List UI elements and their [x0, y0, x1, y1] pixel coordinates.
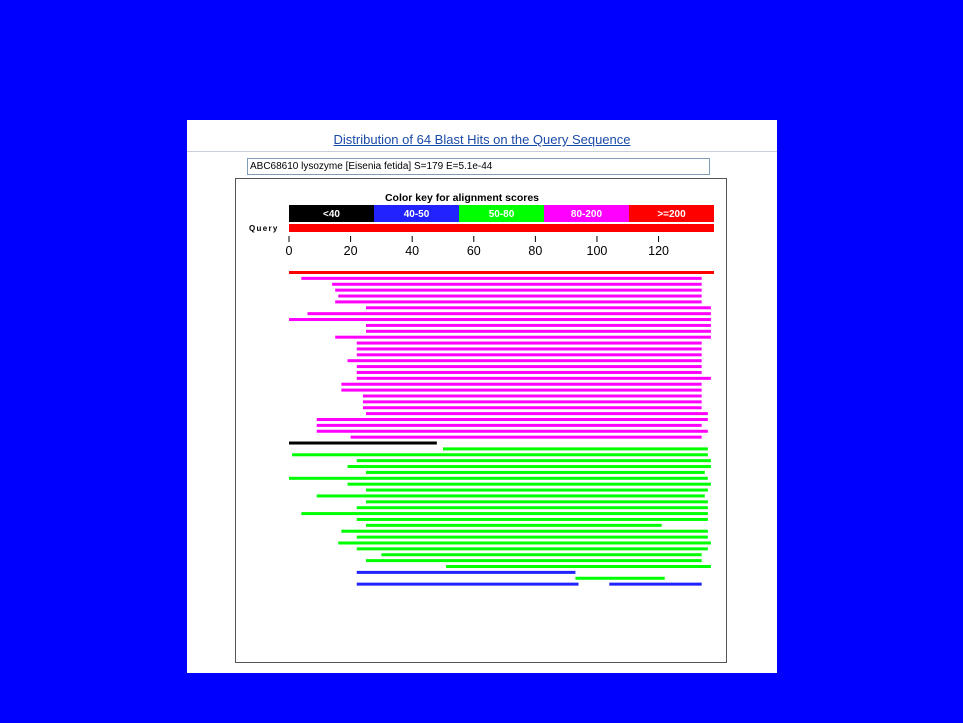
hit-bar[interactable] [357, 506, 708, 509]
hit-bar[interactable] [363, 406, 702, 409]
page-title[interactable]: Distribution of 64 Blast Hits on the Query Sequence [333, 132, 631, 147]
hit-bar[interactable] [348, 465, 711, 468]
hit-bar[interactable] [609, 583, 701, 586]
color-key-label: 80-200 [570, 209, 603, 220]
alignment-graph-frame [235, 178, 727, 663]
hit-description-field[interactable]: ABC68610 lysozyme [Eisenia fetida] S=179 E=5.1e-44 [247, 158, 710, 175]
hit-bar[interactable] [301, 512, 708, 515]
x-tick-label: 80 [528, 244, 543, 258]
x-tick-label: 100 [586, 244, 608, 258]
hit-bar[interactable] [357, 353, 702, 356]
hit-bar[interactable] [357, 371, 702, 374]
hit-bar[interactable] [348, 483, 711, 486]
hit-bars[interactable] [289, 271, 714, 586]
hit-bar[interactable] [338, 295, 701, 298]
hit-bar[interactable] [317, 424, 702, 427]
hit-bar[interactable] [446, 565, 711, 568]
hit-bar[interactable] [357, 518, 708, 521]
hit-bar[interactable] [357, 547, 708, 550]
hit-bar[interactable] [338, 541, 711, 544]
x-tick-label: 40 [405, 244, 420, 258]
hit-bar[interactable] [289, 271, 714, 274]
title-divider [187, 151, 777, 152]
hit-bar[interactable] [292, 453, 708, 456]
hit-bar[interactable] [363, 400, 702, 403]
query-bar [289, 224, 714, 232]
x-tick-label: 0 [285, 244, 293, 258]
hit-bar[interactable] [366, 559, 702, 562]
hit-bar[interactable] [289, 477, 708, 480]
hit-bar[interactable] [317, 494, 705, 497]
hit-bar[interactable] [317, 418, 708, 421]
hit-bar[interactable] [357, 571, 576, 574]
hit-bar[interactable] [366, 471, 705, 474]
x-tick-label: 20 [343, 244, 358, 258]
hit-bar[interactable] [575, 577, 664, 580]
hit-bar[interactable] [289, 318, 711, 321]
color-key [289, 205, 714, 222]
hit-bar[interactable] [363, 394, 702, 397]
hit-bar[interactable] [341, 530, 707, 533]
hit-bar[interactable] [357, 583, 579, 586]
hit-bar[interactable] [317, 430, 708, 433]
query-label: Query [249, 224, 279, 233]
hit-bar[interactable] [366, 412, 708, 415]
hit-bar[interactable] [366, 324, 711, 327]
hit-bar[interactable] [357, 459, 711, 462]
hit-bar[interactable] [366, 500, 708, 503]
color-key-label: >=200 [657, 209, 686, 220]
color-key-label: <40 [323, 209, 340, 220]
hit-bar[interactable] [357, 536, 708, 539]
hit-bar[interactable] [366, 330, 711, 333]
hit-bar[interactable] [335, 336, 711, 339]
hit-bar[interactable] [341, 383, 701, 386]
color-key-label: 50-80 [488, 209, 515, 220]
hit-bar[interactable] [332, 283, 702, 286]
hit-bar[interactable] [357, 377, 711, 380]
hit-bar[interactable] [348, 359, 702, 362]
blast-distribution-panel [187, 120, 777, 673]
hit-bar[interactable] [301, 277, 701, 280]
hit-bar[interactable] [307, 312, 710, 315]
hit-bar[interactable] [351, 436, 702, 439]
hit-bar[interactable] [357, 365, 702, 368]
hit-bar[interactable] [357, 342, 702, 345]
x-tick-label: 60 [466, 244, 481, 258]
hit-bar[interactable] [366, 489, 708, 492]
hit-bar[interactable] [289, 442, 437, 445]
alignment-chart[interactable] [236, 179, 726, 662]
hit-bar[interactable] [341, 389, 701, 392]
hit-bar[interactable] [335, 300, 701, 303]
x-tick-label: 120 [648, 244, 669, 258]
x-axis [286, 236, 670, 258]
hit-bar[interactable] [366, 306, 711, 309]
hit-bar[interactable] [443, 447, 708, 450]
color-key-title: Color key for alignment scores [384, 192, 540, 204]
hit-bar[interactable] [357, 347, 702, 350]
hit-bar[interactable] [335, 289, 701, 292]
color-key-label: 40-50 [403, 209, 430, 220]
hit-bar[interactable] [381, 553, 701, 556]
hit-bar[interactable] [366, 524, 662, 527]
